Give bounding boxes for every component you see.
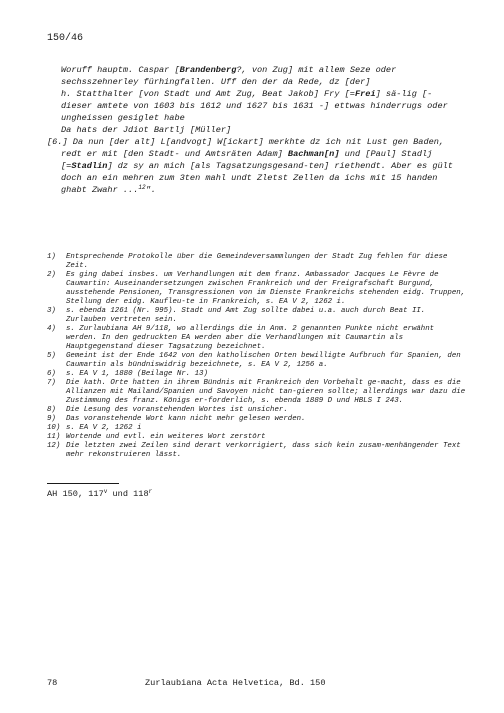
- footnotes: [47, 253, 467, 460]
- page-number: 78: [47, 678, 58, 688]
- footnote-number: 4): [47, 325, 56, 333]
- footnote-text: s. EA V 2, 1262 i: [66, 424, 142, 432]
- footnote-text: Die Lesung des voranstehenden Wortes ist unsicher.: [66, 406, 288, 414]
- footnote-number: 9): [47, 415, 56, 423]
- text-span: ] sä-lig [- dieser amtete von 1603 bis 1612 und 1627 bis 1631 -] ettwas hinderrugs oder ungheissen gesiglet habe: [61, 89, 448, 123]
- footnote: [47, 370, 467, 379]
- footnote-text: Das voranstehende Wort kann nicht mehr gelesen werden.: [66, 415, 306, 423]
- footnote-text: Entsprechende Protokolle über die Gemeindeversammlungen der Stadt Zug fehlen für diese Zeit.: [66, 253, 448, 270]
- text-span: AH 150, 117: [47, 489, 104, 499]
- text-span: Woruff hauptm. Caspar [: [61, 65, 180, 75]
- name-stadlin: Stadlin: [71, 161, 108, 171]
- footnote-number: 8): [47, 406, 56, 414]
- paragraph-4: [47, 136, 467, 196]
- footnote-number: 3): [47, 307, 56, 315]
- footnote-text: s. Zurlaubiana AH 9/118, wo allerdings die in Anm. 2 genannten Punkte nicht erwähnt werden. In den gedruckten EA werden aber die Verhandlungen mit Caumartin als Hauptgegenstand dieser Tagsatzung bezeichnet.: [66, 325, 435, 351]
- footnote-number: 12): [47, 442, 61, 450]
- footnote-number: 10): [47, 424, 61, 432]
- footnote-text: Wortende und evtl. ein weiteres Wort zerstört: [66, 433, 266, 441]
- paragraph-3: Da hats der Jdiot Bartlj [Müller]: [61, 125, 232, 135]
- text-span: ".: [145, 185, 156, 195]
- footnote-text: s. ebenda 1261 (Nr. 995). Stadt und Amt Zug sollte dabei u.a. auch durch Beat II. Zurlauben vertreten sein.: [66, 307, 426, 324]
- source-reference: [47, 489, 152, 499]
- footnote: [47, 415, 467, 424]
- footnote-number: 5): [47, 352, 56, 360]
- name-bachmann: Bachman[n]: [287, 149, 340, 159]
- footnote-number: 11): [47, 433, 61, 441]
- footnote-text: Die letzten zwei Zeilen sind derart verkorrigiert, dass sich kein zusam-menhängender Text mehr rekonstruieren lässt.: [66, 442, 461, 459]
- footnote-number: 6): [47, 370, 56, 378]
- divider: [47, 483, 119, 484]
- text-span: und 118: [107, 489, 149, 499]
- footnote: [47, 352, 467, 370]
- footnote: [47, 442, 467, 460]
- text-span: und [Paul] Stadlj [=: [61, 149, 433, 171]
- text-span: h. Statthalter [von Stadt und Amt Zug, Beat Jakob] Fry [=: [61, 89, 355, 99]
- paragraph-1: [47, 64, 467, 88]
- document-reference: 150/46: [47, 33, 84, 44]
- footnote: [47, 307, 467, 325]
- footnote-text: Es ging dabei insbes. um Verhandlungen mit dem franz. Ambassador Jacques Le Fèvre de Caumartin: Auseinandersetzungen zwischen Frankreich und der Freigrafschaft Burgund, ausstehende Pensionen, Transgressionen von im Dienste Frankreichs stehenden eidg. Truppen, Stellung der eidg. Kaufleu-te in Frankreich, s. EA V 2, 1262 i.: [66, 271, 466, 306]
- text-span: ] dz sy an mich [als Tagsatzungsgesand-ten] riethendt. Aber es gült doch an ein mehren zum 3ten mahl undt Zletst Zellen da ichs mit 15 handen ghabt Zwahr ...: [61, 161, 453, 195]
- footnote: [47, 253, 467, 271]
- folio-side: r: [148, 488, 153, 495]
- text-span: ?, von Zug] mit allem Seze oder sechsszehnerley fürhingfallen. Uff den der da Rede, dz [der]: [61, 65, 397, 87]
- folio-side: v: [103, 488, 108, 495]
- name-brandenberg: Brandenberg: [179, 65, 237, 75]
- footnote: [47, 379, 467, 406]
- footnote-number: 1): [47, 253, 56, 261]
- text-span: [6.] Da nun [der alt] L[andvogt] W[ickart] merkhte dz ich nit Lust gen Baden, redt er mit [den Stadt- und Amtsräten Adam]: [47, 137, 445, 159]
- paragraph-2: [47, 88, 467, 124]
- footnote: [47, 424, 467, 433]
- footnote: [47, 433, 467, 442]
- footnote: [47, 406, 467, 415]
- footnote-number: 7): [47, 379, 56, 387]
- footnote: [47, 325, 467, 352]
- footnote-text: s. EA V 1, 1880 (Beilage Nr. 13): [66, 370, 208, 378]
- footnote-marker: 12: [138, 184, 146, 191]
- transcription-body: [47, 64, 467, 196]
- footnote: [47, 271, 467, 307]
- name-frei: Frei: [354, 89, 376, 99]
- footnote-text: Gemeint ist der Ende 1642 von den katholischen Orten bewilligte Aufbruch für Spanien, den Caumartin als bündniswidrig bezeichnete, s. EA V 2, 1256 a.: [66, 352, 461, 369]
- footnote-number: 2): [47, 271, 56, 279]
- footnote-text: Die kath. Orte hatten in ihrem Bündnis mit Frankreich den Vorbehalt ge-macht, dass es die Allianzen mit Mailand/Spanien und Savoyen nicht tan-gieren sollte; allerdings war dazu die Zustimmung des franz. Königs er-forderlich, s. ebenda 1889 D und HBLS I 243.: [66, 379, 466, 405]
- publication-title: Zurlaubiana Acta Helvetica, Bd. 150: [145, 678, 326, 688]
